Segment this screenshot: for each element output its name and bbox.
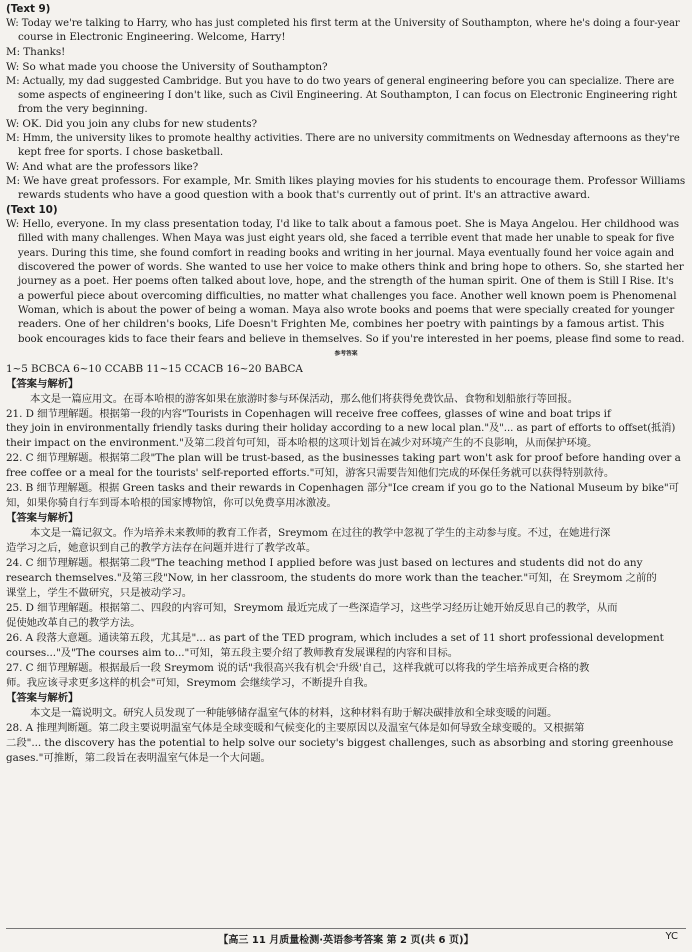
monologue-line: book encourages kids to face their fears and believe in themselves. So if you're interested in her poems, please find some to read. xyxy=(18,334,685,345)
analysis-line: their impact on the environment."及第二段首句可知，哥本哈根的这项计划旨在减少对环境产生的不良影响，从而保护环境。 xyxy=(6,437,598,449)
analysis-line: 促使她改革自己的教学方法。 xyxy=(6,617,141,629)
dialogue-line: some aspects of engineering I don't like, such as Civil Engineering. At Southampton, I can focus on Electronic Engineering right xyxy=(18,90,678,101)
dialogue-line: W: Today we're talking to Harry, who has just completed his first term at the University of Southampton, where he's doing a four-year xyxy=(6,18,680,29)
footer-code: YC xyxy=(665,931,678,942)
analysis-line: free coffee or a meal for the tourists' self-reported efforts."可知，游客只需要告知他们完成的环保任务就可以获得特别款待。 xyxy=(6,467,615,479)
analysis-line: they join in environmentally friendly tasks during their holiday according to a new local plan."及"... as part of efforts to offset(抵消) xyxy=(6,423,676,434)
analysis-line: 二段"... the discovery has the potential to help solve our society's biggest challenges, such as absorbing and storing greenhouse xyxy=(6,737,674,749)
monologue-line: filled with many challenges. When Maya was just eight years old, she faced a terrible event that made her unable to speak for five xyxy=(18,233,675,244)
section-heading: 【答案与解析】 xyxy=(6,378,79,390)
analysis-line: 22. C 细节理解题。根据第二段"The plan will be trust-based, as the businesses taking part won't ask for proof before handing over a xyxy=(6,452,681,464)
analysis-line: 27. C 细节理解题。根据最后一段 Sreymom 说的话"我很高兴我有机会'升级'自己，这样我就可以将我的学生培养成更合格的教 xyxy=(6,662,590,674)
analysis-line: research themselves."及第三段"Now, in her classroom, the students do more work than the teacher."可知，在 Sreymom 之前的 xyxy=(6,572,657,584)
text-10-heading: (Text 10) xyxy=(6,204,58,216)
analysis-line: 本文是一篇记叙文。作为培养未来教师的教育工作者，Sreymom 在过往的教学中忽视了学生的主动参与度。不过，在她进行深 xyxy=(30,527,611,539)
analysis-line: 本文是一篇应用文。在哥本哈根的游客如果在旅游时参与环保活动，那么他们将获得免费饮品、食物和划船旅行等回报。 xyxy=(30,393,579,405)
analysis-line: 26. A 段落大意题。通读第五段，尤其是"... as part of the TED program, which includes a set of 11 short professional development xyxy=(6,632,664,644)
footer-divider xyxy=(6,928,686,929)
dialogue-line: from the very beginning. xyxy=(18,103,148,115)
analysis-line: 本文是一篇说明文。研究人员发现了一种能够储存温室气体的材料，这种材料有助于解决碳排放和全球变暖的问题。 xyxy=(30,707,558,719)
dialogue-line: course in Electronic Engineering. Welcome, Harry! xyxy=(18,31,286,43)
dialogue-line: W: OK. Did you join any clubs for new students? xyxy=(6,118,258,130)
monologue-line: Woman, which is about the power of being a woman. Maya also wrote books and poems that were specially created for younger xyxy=(18,305,675,316)
analysis-line: 造学习之后，她意识到自己的教学方法存在问题并进行了教学改革。 xyxy=(6,542,317,554)
analysis-line: 师。我应该寻求更多这样的机会"可知，Sreymom 会继续学习，不断提升自我。 xyxy=(6,677,374,689)
answer-list: 1~5 BCBCA 6~10 CCABB 11~15 CCACB 16~20 BABCA xyxy=(6,363,303,375)
monologue-line: discovered the power of words. She wanted to use her voice to make others think and bring hope to others. So, she started her xyxy=(18,261,684,273)
dialogue-line: kept free for sports. I chose basketball. xyxy=(18,146,224,158)
analysis-line: 21. D 细节理解题。根据第一段的内容"Tourists in Copenhagen will receive free coffees, glasses of wine and boat trips if xyxy=(6,408,611,420)
dialogue-line: rewards students who have a good question with a book that's currently out of print. It's an attractive award. xyxy=(18,189,591,201)
analysis-line: 28. A 推理判断题。第二段主要说明温室气体是全球变暖和气候变化的主要原因以及温室气体是如何导致全球变暖的。又根据第 xyxy=(6,722,585,734)
dialogue-line: M: We have great professors. For example, Mr. Smith likes playing movies for his students to encourage them. Professor Williams xyxy=(6,175,686,187)
section-heading: 【答案与解析】 xyxy=(6,512,79,524)
analysis-line: courses..."及"The courses aim to..."可知，第五段主要介绍了教师教育发展课程的内容和目标。 xyxy=(6,647,459,659)
monologue-line: a powerful piece about overcoming difficulties, no matter what challenges you face. Another well known poem is Phenomenal xyxy=(18,290,677,302)
dialogue-line: W: And what are the professors like? xyxy=(6,161,199,173)
section-heading: 【答案与解析】 xyxy=(6,692,79,704)
dialogue-line: W: So what made you choose the University of Southampton? xyxy=(6,61,328,73)
dialogue-line: M: Thanks! xyxy=(6,46,66,58)
monologue-line: journey as a poet. Her poems often talked about love, hope, and the strength of the human spirit. One of them is Still I Rise. It's xyxy=(18,276,674,287)
analysis-line: gases."可推断，第二段旨在表明温室气体是一个大问题。 xyxy=(6,752,271,764)
analysis-line: 25. D 细节理解题。根据第二、四段的内容可知，Sreymom 最近完成了一些深造学习，这些学习经历让她开始反思自己的教学，从而 xyxy=(6,602,618,614)
analysis-line: 24. C 细节理解题。根据第二段"The teaching method I applied before was just based on lectures and students did not do any xyxy=(6,557,643,569)
text-9-heading: (Text 9) xyxy=(6,3,51,15)
reference-answers-heading: 参考答案 xyxy=(334,351,358,357)
page-footer xyxy=(0,931,692,947)
analysis-line: 课堂上，学生不做研究，只是被动学习。 xyxy=(6,587,193,599)
monologue-line: readers. One of her children's books, Life Doesn't Frighten Me, combines her poetry with paintings by a famous artist. This xyxy=(18,318,665,330)
dialogue-line: M: Actually, my dad suggested Cambridge. But you have to do two years of general engineering before you can specialize. There are xyxy=(6,76,675,87)
analysis-line: 23. B 细节理解题。根据 Green tasks and their rewards in Copenhagen 部分"Ice cream if you go to the National Museum by bike"可 xyxy=(6,482,680,494)
monologue-line: years. During this time, she found comfort in reading books and writing in her journal. Maya eventually found her voice again and xyxy=(18,248,675,259)
dialogue-line: M: Hmm, the university likes to promote healthy activities. There are no university commitments on Wednesday afternoons as they're xyxy=(6,133,680,144)
analysis-line: 知，如果你骑自行车到哥本哈根的国家博物馆，你可以免费享用冰激凌。 xyxy=(6,497,337,509)
monologue-line: W: Hello, everyone. In my class presentation today, I'd like to talk about a famous poet. She is Maya Angelou. Her childhood was xyxy=(6,218,680,230)
footer-label: 【高三 11 月质量检测·英语参考答案 第 2 页(共 6 页)】 xyxy=(218,935,474,946)
